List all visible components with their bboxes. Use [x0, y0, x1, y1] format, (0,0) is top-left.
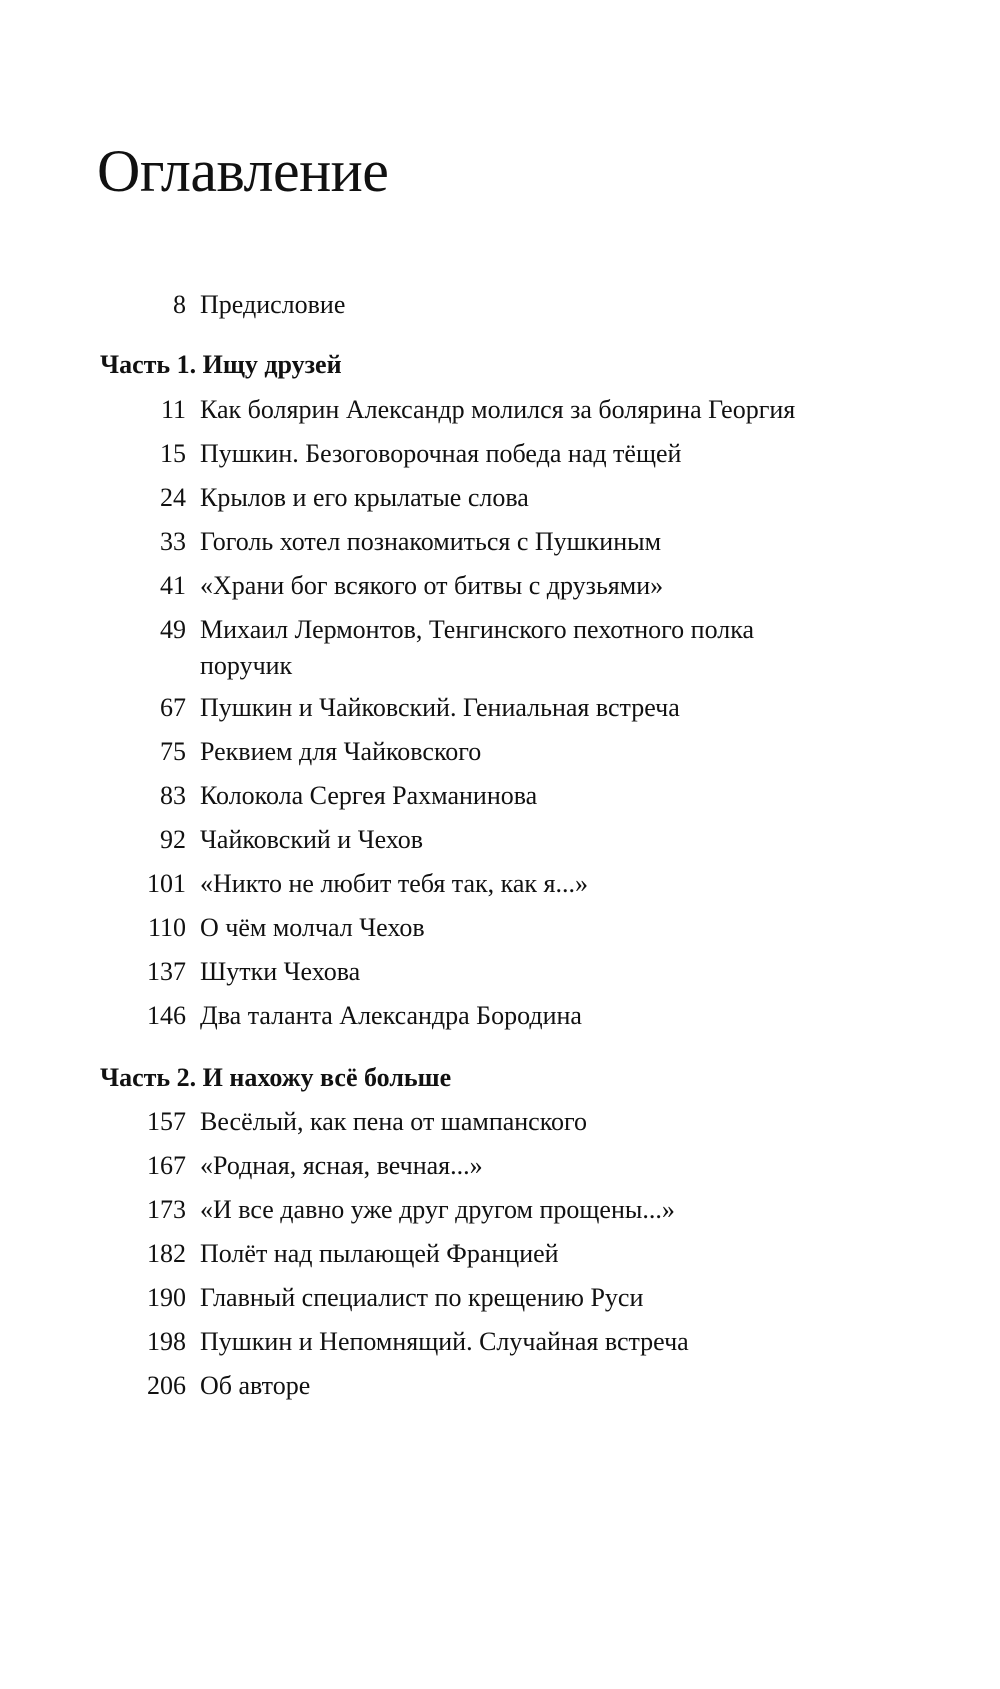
- toc-entry-title: Пушкин и Чайковский. Гениальная встреча: [200, 693, 680, 722]
- toc-entry-title: «Никто не любит тебя так, как я...»: [200, 869, 589, 898]
- toc-entry-title: Полёт над пылающей Францией: [200, 1239, 559, 1268]
- toc-page-number: 83: [160, 781, 186, 810]
- toc-entry-title: Главный специалист по крещению Руси: [200, 1283, 644, 1312]
- toc-page-number: 8: [173, 290, 186, 319]
- toc-page-number: 146: [147, 1001, 186, 1030]
- toc-page-number: 101: [147, 869, 186, 898]
- toc-entry-title: Пушкин. Безоговорочная победа над тёщей: [200, 439, 682, 468]
- toc-entry-title: Реквием для Чайковского: [200, 737, 482, 766]
- part-2-heading: Часть 2. И нахожу всё больше: [100, 1063, 452, 1092]
- toc-page-number: 182: [147, 1239, 186, 1268]
- toc-entry-title: Два таланта Александра Бородина: [200, 1001, 582, 1030]
- toc-entry-title: «И все давно уже друг другом прощены...»: [200, 1195, 675, 1224]
- toc-page-number: 41: [160, 571, 186, 600]
- toc-page-number: 49: [160, 615, 186, 644]
- toc-page-number: 110: [147, 913, 186, 942]
- toc-entry-title: «Храни бог всякого от битвы с друзьями»: [200, 571, 664, 600]
- toc-page-number: 67: [160, 693, 186, 722]
- page-title: Оглавление: [97, 138, 389, 204]
- part-1-heading: Часть 1. Ищу друзей: [100, 350, 342, 379]
- toc-page-number: 11: [160, 395, 186, 424]
- toc-entry-title: Пушкин и Непомнящий. Случайная встреча: [200, 1327, 689, 1356]
- toc-entry-title: Колокола Сергея Рахманинова: [200, 781, 538, 810]
- toc-entry-title: «Родная, ясная, вечная...»: [200, 1151, 483, 1180]
- toc-page-number: 137: [147, 957, 186, 986]
- toc-entry-title: Михаил Лермонтов, Тенгинского пехотного полка поручик: [200, 615, 754, 680]
- toc-entry-title: О чём молчал Чехов: [200, 913, 425, 942]
- toc-entry-title: Шутки Чехова: [200, 957, 361, 986]
- toc-page-number: 206: [147, 1371, 186, 1400]
- toc-page-number: 198: [147, 1327, 186, 1356]
- toc-entry-title: Как болярин Александр молился за болярина Георгия: [200, 395, 796, 424]
- toc-entry-title: Крылов и его крылатые слова: [200, 483, 529, 512]
- toc-page-number: 24: [160, 483, 186, 512]
- toc-page-number: 92: [160, 825, 186, 854]
- toc-page-number: 75: [160, 737, 186, 766]
- toc-page-number: 33: [160, 527, 186, 556]
- toc-page-number: 190: [147, 1283, 186, 1312]
- toc-entry-title: Предисловие: [200, 290, 346, 319]
- toc-page-number: 167: [147, 1151, 186, 1180]
- toc-page-number: 15: [160, 439, 186, 468]
- toc-entry-title: Об авторе: [200, 1371, 311, 1400]
- toc-entry-title: Гоголь хотел познакомиться с Пушкиным: [200, 527, 662, 556]
- toc-entry-title: Весёлый, как пена от шампанского: [200, 1107, 588, 1136]
- toc-page-number: 157: [147, 1107, 186, 1136]
- toc-page-number: 173: [147, 1195, 186, 1224]
- toc-entry-title: Чайковский и Чехов: [200, 825, 424, 854]
